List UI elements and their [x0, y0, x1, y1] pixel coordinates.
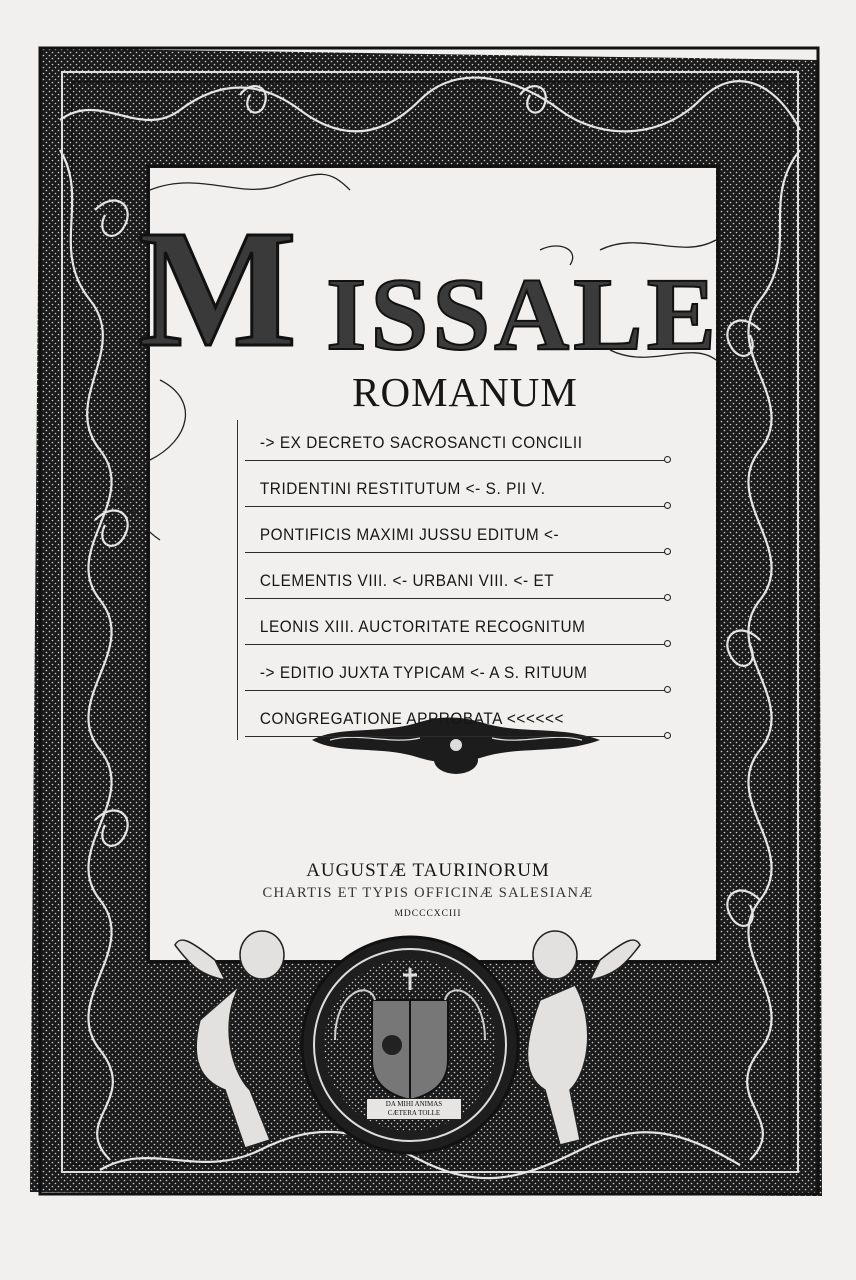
imprint-press: CHARTIS ET TYPIS OFFICINÆ SALESIANÆ — [262, 885, 594, 901]
text-line-label: PONTIFICIS MAXIMI JUSSU EDITUM <- — [259, 526, 560, 544]
text-line-label: -> EX DECRETO SACROSANCTI CONCILII — [259, 434, 583, 452]
main-title — [138, 196, 720, 382]
text-line — [245, 599, 667, 645]
text-line-label: CONGREGATIONE APPROBATA <<<<<< — [259, 710, 565, 728]
imprint-year: MDCCCXCIII — [394, 909, 462, 919]
text-line-label: LEONIS XIII. AUCTORITATE RECOGNITUM — [259, 618, 586, 636]
motto-line: CÆTERA TOLLE — [387, 1109, 441, 1117]
title-text-block — [245, 415, 667, 737]
text-line — [245, 507, 667, 553]
crest-motto — [366, 1098, 462, 1120]
text-line-label: -> EDITIO JUXTA TYPICAM <- A S. RITUUM — [259, 664, 588, 682]
text-line-label: TRIDENTINI RESTITUTUM <- S. PII V. — [259, 480, 546, 498]
text-line — [245, 691, 667, 737]
text-line — [245, 553, 667, 599]
subtitle: ROMANUM — [352, 369, 578, 415]
vertical-rule — [237, 420, 238, 740]
imprint-city: AUGUSTÆ TAURINORUM — [306, 860, 550, 881]
motto-line: DA MIHI ANIMAS — [385, 1100, 443, 1108]
imprint — [200, 860, 656, 919]
text-line — [245, 415, 667, 461]
text-line — [245, 461, 667, 507]
text-line — [245, 645, 667, 691]
text-line-label: CLEMENTIS VIII. <- URBANI VIII. <- ET — [259, 572, 555, 590]
title-initial: M — [138, 196, 297, 382]
title-text: ISSALE — [326, 257, 720, 372]
